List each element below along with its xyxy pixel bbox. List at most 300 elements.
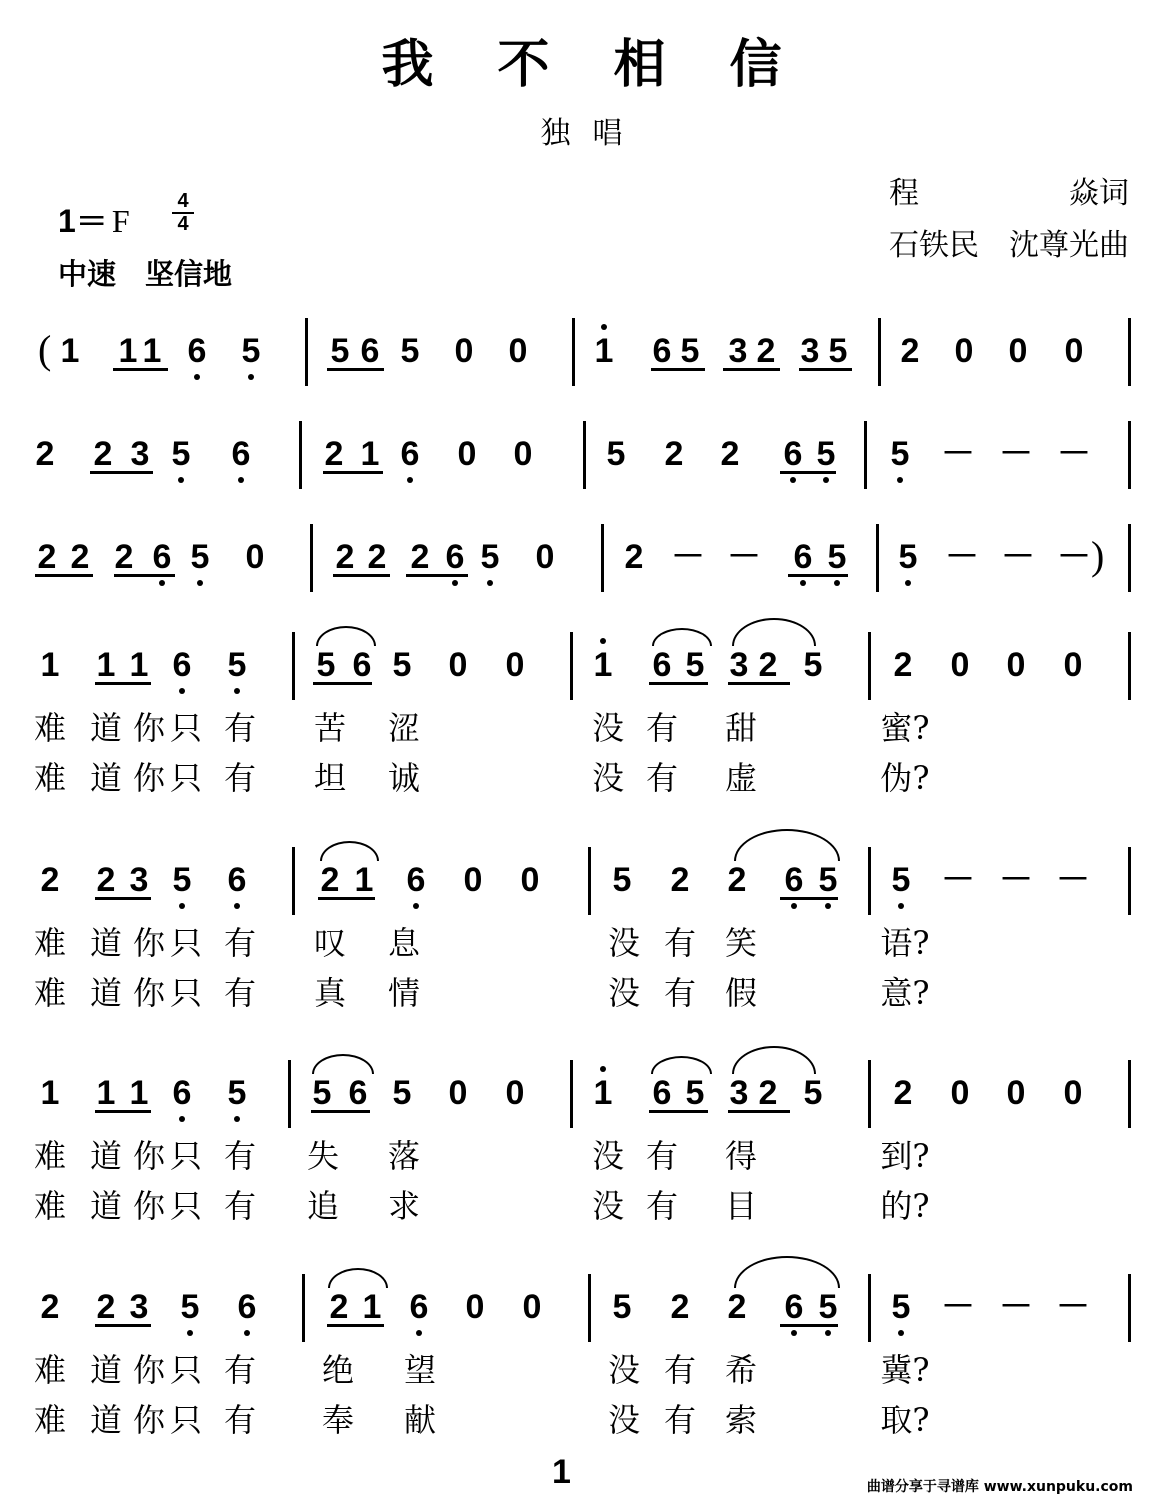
lyric-char: 道 (89, 1187, 123, 1225)
note: 1 (40, 1074, 60, 1112)
bar-line (601, 524, 604, 592)
lyricist-credit: 程 焱词 (889, 176, 1129, 211)
note: 2 (70, 538, 90, 576)
lyric-char: 只 (169, 1137, 203, 1175)
note: 5 (227, 646, 247, 684)
lyric-char: 有 (223, 709, 257, 747)
note: 5 (172, 861, 192, 899)
note: 5 (180, 1288, 200, 1326)
lyric-char: 语? (880, 924, 930, 962)
note: 5 (190, 538, 210, 576)
note: 6 (793, 538, 813, 576)
lyric-char: 你 (132, 1351, 166, 1389)
note: 0 (463, 861, 483, 899)
dash-mark: － (1056, 861, 1090, 899)
eighth-underline (313, 682, 372, 685)
note: 5 (312, 1074, 332, 1112)
note: 1 (96, 1074, 116, 1112)
lyric-char: 诚 (387, 759, 421, 797)
lyric-char: 失 (306, 1137, 340, 1175)
bar-line (292, 847, 295, 915)
bar-line (1128, 524, 1131, 592)
lyric-char: 有 (663, 924, 697, 962)
note: 0 (1006, 1074, 1026, 1112)
eighth-underline (90, 471, 153, 474)
lyric-char: 道 (89, 709, 123, 747)
note: 5 (827, 538, 847, 576)
lower-octave-dot (905, 580, 911, 586)
lyric-char: 只 (169, 1351, 203, 1389)
lyric-char: 有 (645, 1137, 679, 1175)
note: 6 (187, 332, 207, 370)
note: 5 (241, 332, 261, 370)
bar-line (572, 318, 575, 386)
bar-line (1128, 847, 1131, 915)
lyric-char: 有 (223, 1137, 257, 1175)
bar-line (864, 421, 867, 489)
note: 3 (728, 332, 748, 370)
note: 2 (367, 538, 387, 576)
eighth-underline (649, 682, 708, 685)
lower-octave-dot (187, 1330, 193, 1336)
note: 0 (448, 646, 468, 684)
lyric-char: 道 (89, 974, 123, 1012)
note: 1 (60, 332, 80, 370)
note: 0 (465, 1288, 485, 1326)
note: 0 (520, 861, 540, 899)
lyric-char: 的? (880, 1187, 930, 1225)
note: 5 (171, 435, 191, 473)
slur-arc (312, 1054, 374, 1074)
page-number: 1 (552, 1453, 571, 1491)
lyric-char: 笑 (724, 924, 758, 962)
note: 3 (129, 1288, 149, 1326)
note: 5 (612, 861, 632, 899)
note: 5 (392, 1074, 412, 1112)
bar-line (1128, 632, 1131, 700)
dash-mark: － (1001, 538, 1035, 576)
eighth-underline (780, 1324, 838, 1327)
note: 6 (172, 646, 192, 684)
lower-octave-dot (898, 903, 904, 909)
note: 2 (40, 1288, 60, 1326)
eighth-underline (114, 574, 175, 577)
bar-line (288, 1060, 291, 1128)
note: 2 (324, 435, 344, 473)
lyric-char: 伪? (880, 759, 930, 797)
time-signature-bottom: 4 (177, 213, 189, 235)
lower-octave-dot (823, 477, 829, 483)
note: 6 (400, 435, 420, 473)
bar-line (583, 421, 586, 489)
note: 2 (35, 435, 55, 473)
lyric-char: 难 (33, 1351, 67, 1389)
note: 2 (410, 538, 430, 576)
eighth-underline (651, 368, 705, 371)
eighth-underline (327, 1324, 384, 1327)
dash-mark: － (941, 861, 975, 899)
lyric-char: 奉 (321, 1401, 355, 1439)
lower-octave-dot (790, 477, 796, 483)
eighth-underline (35, 574, 93, 577)
note: 5 (891, 861, 911, 899)
key-note: F (111, 203, 130, 239)
note: 0 (1064, 332, 1084, 370)
eighth-underline (95, 682, 151, 685)
eighth-underline (406, 574, 468, 577)
lyric-char: 绝 (321, 1351, 355, 1389)
slur-arc (732, 618, 816, 646)
dash-mark: － (1057, 538, 1091, 576)
time-signature (172, 192, 194, 234)
lyric-char: 难 (33, 709, 67, 747)
lyric-char: 得 (724, 1137, 758, 1175)
lyric-char: 苦 (313, 709, 347, 747)
note: 5 (803, 646, 823, 684)
note: 0 (1008, 332, 1028, 370)
note: 2 (670, 861, 690, 899)
note: 6 (352, 646, 372, 684)
note: 2 (900, 332, 920, 370)
lyric-char: 假 (724, 974, 758, 1012)
note: 5 (316, 646, 336, 684)
lyric-char: 难 (33, 1137, 67, 1175)
note: 1 (360, 435, 380, 473)
lyric-char: 难 (33, 759, 67, 797)
note: 6 (406, 861, 426, 899)
note: 1 (362, 1288, 382, 1326)
note: 0 (513, 435, 533, 473)
eighth-underline (728, 682, 790, 685)
lyric-char: 追 (306, 1187, 340, 1225)
note: 2 (329, 1288, 349, 1326)
note: 0 (522, 1288, 542, 1326)
lyric-char: 有 (663, 1401, 697, 1439)
lyric-char: 你 (132, 759, 166, 797)
lyric-char: 有 (645, 1187, 679, 1225)
note: 3 (729, 1074, 749, 1112)
lower-octave-dot (834, 580, 840, 586)
lower-octave-dot (800, 580, 806, 586)
lyric-char: 甜 (724, 709, 758, 747)
lower-octave-dot (825, 903, 831, 909)
note: 2 (727, 861, 747, 899)
lyric-char: 没 (591, 759, 625, 797)
note: 6 (652, 1074, 672, 1112)
note: 6 (445, 538, 465, 576)
lower-octave-dot (178, 477, 184, 483)
lower-octave-dot (413, 903, 419, 909)
eighth-underline (799, 368, 852, 371)
eighth-underline (95, 1324, 151, 1327)
note: 2 (720, 435, 740, 473)
lyric-char: 难 (33, 924, 67, 962)
slur-arc (652, 628, 712, 646)
note: 0 (245, 538, 265, 576)
lyric-char: 意? (880, 974, 930, 1012)
key-signature (58, 196, 130, 242)
bracket-mark: ) (1091, 533, 1105, 578)
note: 2 (756, 332, 776, 370)
lyric-char: 有 (223, 974, 257, 1012)
lyric-char: 虚 (724, 759, 758, 797)
lyric-char: 取? (880, 1401, 930, 1439)
note: 1 (142, 332, 162, 370)
song-subtitle: 独唱 (540, 116, 645, 151)
lyric-char: 只 (169, 759, 203, 797)
lyric-char: 有 (663, 1351, 697, 1389)
lower-octave-dot (234, 903, 240, 909)
lyric-char: 有 (223, 759, 257, 797)
lyric-char: 献 (403, 1401, 437, 1439)
note: 1 (96, 646, 116, 684)
eighth-underline (728, 1110, 790, 1113)
lower-octave-dot (248, 374, 254, 380)
lyric-char: 道 (89, 759, 123, 797)
note: 1 (354, 861, 374, 899)
upper-octave-dot (600, 1066, 606, 1072)
bar-line (868, 847, 871, 915)
lyric-char: 冀? (880, 1351, 930, 1389)
eighth-underline (333, 574, 390, 577)
note: 5 (818, 1288, 838, 1326)
eighth-underline (327, 368, 384, 371)
lyric-char: 有 (645, 759, 679, 797)
bar-line (588, 847, 591, 915)
eighth-underline (723, 368, 780, 371)
lyric-char: 有 (223, 1187, 257, 1225)
dash-mark: － (999, 435, 1033, 473)
slur-arc (732, 1046, 816, 1074)
note: 5 (685, 1074, 705, 1112)
lyric-char: 有 (645, 709, 679, 747)
lyric-char: 只 (169, 1187, 203, 1225)
lower-octave-dot (238, 477, 244, 483)
dash-mark: － (999, 861, 1033, 899)
note: 0 (950, 1074, 970, 1112)
note: 2 (664, 435, 684, 473)
bar-line (588, 1274, 591, 1342)
note: 2 (758, 646, 778, 684)
lyric-char: 难 (33, 1187, 67, 1225)
bar-line (876, 524, 879, 592)
lyric-char: 没 (607, 974, 641, 1012)
lyric-char: 只 (169, 709, 203, 747)
note: 2 (893, 1074, 913, 1112)
eighth-underline (649, 1110, 708, 1113)
key-label: 1＝ (58, 203, 108, 239)
upper-octave-dot (601, 324, 607, 330)
note: 0 (535, 538, 555, 576)
lyric-char: 叹 (313, 924, 347, 962)
dash-mark: － (945, 538, 979, 576)
lower-octave-dot (791, 1330, 797, 1336)
note: 0 (954, 332, 974, 370)
note: 5 (227, 1074, 247, 1112)
song-title: 我不相信 (381, 34, 846, 95)
bar-line (868, 1060, 871, 1128)
note: 2 (40, 861, 60, 899)
lyric-char: 情 (387, 974, 421, 1012)
slur-arc (328, 1268, 388, 1288)
slur-arc (734, 1256, 840, 1288)
note: 0 (454, 332, 474, 370)
note: 6 (237, 1288, 257, 1326)
bracket-mark: ( (38, 327, 52, 372)
lower-octave-dot (179, 688, 185, 694)
note: 2 (37, 538, 57, 576)
lower-octave-dot (159, 580, 165, 586)
note: 1 (118, 332, 138, 370)
bar-line (1128, 1274, 1131, 1342)
lyric-char: 蜜? (880, 709, 930, 747)
lyric-char: 你 (132, 1401, 166, 1439)
lower-octave-dot (194, 374, 200, 380)
note: 5 (392, 646, 412, 684)
bar-line (310, 524, 313, 592)
note: 2 (893, 646, 913, 684)
note: 0 (505, 646, 525, 684)
dash-mark: － (671, 538, 705, 576)
lyric-char: 你 (132, 974, 166, 1012)
note: 5 (400, 332, 420, 370)
bar-line (868, 632, 871, 700)
note: 3 (129, 861, 149, 899)
lyric-char: 索 (724, 1401, 758, 1439)
note: 0 (950, 646, 970, 684)
note: 5 (891, 1288, 911, 1326)
eighth-underline (311, 1110, 370, 1113)
note: 5 (680, 332, 700, 370)
lyric-char: 没 (607, 1351, 641, 1389)
note: 5 (818, 861, 838, 899)
note: 2 (320, 861, 340, 899)
note: 0 (1063, 1074, 1083, 1112)
lower-octave-dot (234, 688, 240, 694)
note: 5 (890, 435, 910, 473)
bar-line (1128, 318, 1131, 386)
lyric-char: 有 (223, 1401, 257, 1439)
slur-arc (320, 841, 379, 861)
note: 6 (231, 435, 251, 473)
tempo-marking: 中速 坚信地 (58, 257, 233, 291)
eighth-underline (318, 897, 375, 900)
lyric-char: 难 (33, 974, 67, 1012)
note: 6 (652, 646, 672, 684)
note: 2 (93, 435, 113, 473)
note: 0 (1063, 646, 1083, 684)
note: 6 (360, 332, 380, 370)
note: 0 (448, 1074, 468, 1112)
lyric-char: 没 (591, 709, 625, 747)
lyric-char: 难 (33, 1401, 67, 1439)
note: 6 (784, 1288, 804, 1326)
bar-line (570, 632, 573, 700)
lyric-char: 有 (663, 974, 697, 1012)
lyric-char: 你 (132, 709, 166, 747)
bar-line (570, 1060, 573, 1128)
bar-line (302, 1274, 305, 1342)
note: 5 (480, 538, 500, 576)
lyric-char: 坦 (313, 759, 347, 797)
upper-octave-dot (600, 638, 606, 644)
eighth-underline (113, 368, 168, 371)
lyric-char: 你 (132, 1187, 166, 1225)
bar-line (1128, 1060, 1131, 1128)
note: 6 (227, 861, 247, 899)
note: 2 (758, 1074, 778, 1112)
note: 3 (130, 435, 150, 473)
note: 5 (612, 1288, 632, 1326)
lyric-char: 道 (89, 924, 123, 962)
lower-octave-dot (197, 580, 203, 586)
note: 1 (129, 1074, 149, 1112)
lyric-char: 道 (89, 1351, 123, 1389)
note: 2 (670, 1288, 690, 1326)
lyric-char: 你 (132, 1137, 166, 1175)
lyric-char: 到? (880, 1137, 930, 1175)
note: 6 (172, 1074, 192, 1112)
bar-line (1128, 421, 1131, 489)
bar-line (299, 421, 302, 489)
dash-mark: － (941, 435, 975, 473)
lyric-char: 希 (724, 1351, 758, 1389)
note: 6 (784, 861, 804, 899)
lyric-char: 没 (591, 1187, 625, 1225)
dash-mark: － (1056, 1288, 1090, 1326)
note: 5 (898, 538, 918, 576)
note: 6 (348, 1074, 368, 1112)
lower-octave-dot (897, 477, 903, 483)
note: 6 (152, 538, 172, 576)
note: 5 (685, 646, 705, 684)
note: 6 (652, 332, 672, 370)
note: 2 (96, 861, 116, 899)
lower-octave-dot (407, 477, 413, 483)
lyric-char: 道 (89, 1137, 123, 1175)
lower-octave-dot (898, 1330, 904, 1336)
note: 5 (606, 435, 626, 473)
lyric-char: 真 (313, 974, 347, 1012)
eighth-underline (95, 897, 151, 900)
note: 0 (457, 435, 477, 473)
note: 6 (783, 435, 803, 473)
note: 1 (593, 1074, 613, 1112)
note: 2 (96, 1288, 116, 1326)
lyric-char: 道 (89, 1401, 123, 1439)
note: 0 (1006, 646, 1026, 684)
lyric-char: 你 (132, 924, 166, 962)
lower-octave-dot (244, 1330, 250, 1336)
note: 1 (129, 646, 149, 684)
note: 2 (624, 538, 644, 576)
note: 5 (828, 332, 848, 370)
dash-mark: － (999, 1288, 1033, 1326)
eighth-underline (323, 471, 383, 474)
dash-mark: － (727, 538, 761, 576)
lower-octave-dot (179, 1116, 185, 1122)
watermark: 曲谱分享于寻谱库 www.xunpuku.com (866, 1479, 1133, 1495)
lyric-char: 没 (607, 1401, 641, 1439)
note: 5 (330, 332, 350, 370)
eighth-underline (780, 897, 838, 900)
slur-arc (651, 1056, 712, 1074)
bar-line (868, 1274, 871, 1342)
lower-octave-dot (234, 1116, 240, 1122)
lower-octave-dot (791, 903, 797, 909)
slur-arc (734, 829, 840, 861)
eighth-underline (95, 1110, 151, 1113)
